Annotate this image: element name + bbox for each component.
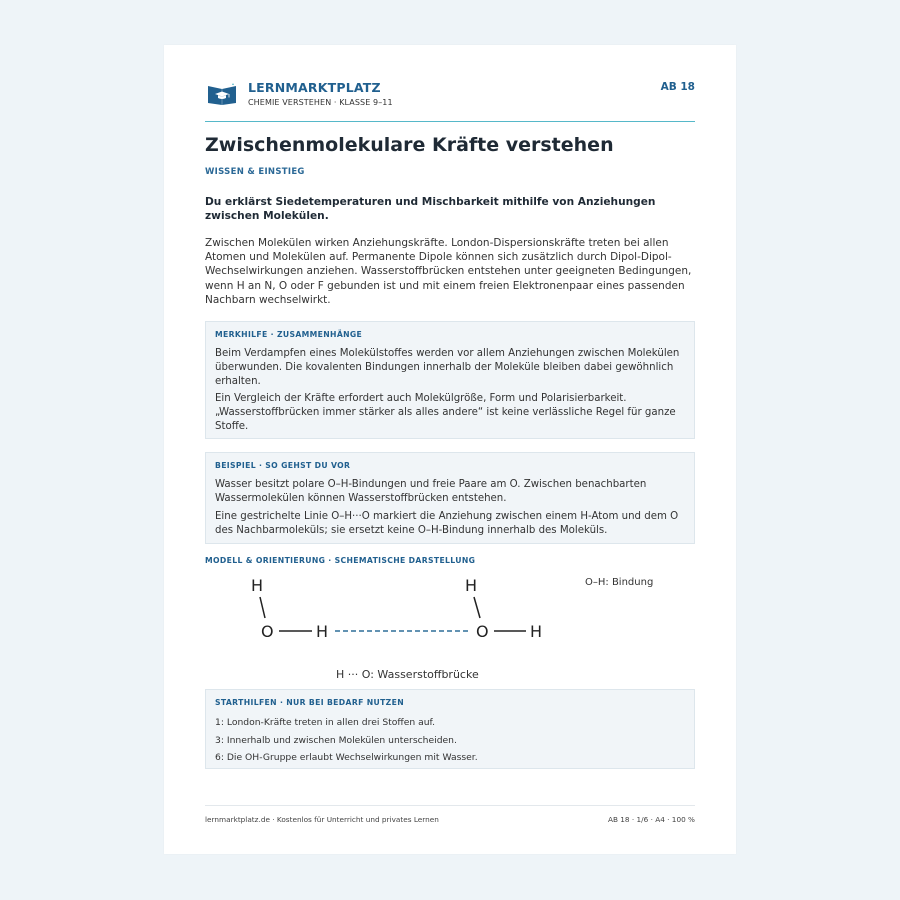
hydrogen-bond-diagram	[205, 570, 695, 688]
atom-o-left: O	[261, 622, 274, 641]
legend-bridge: H ··· O: Wasserstoffbrücke	[336, 668, 479, 681]
atom-h-top-left: H	[251, 576, 264, 595]
lead-text: Du erklärst Siedetemperaturen und Mischbarkeit mithilfe von Anziehungen zwischen Molekülen.	[205, 196, 656, 222]
beispiel-title: BEISPIEL · SO GEHST DU VOR	[215, 461, 351, 470]
header-divider	[205, 121, 695, 122]
bond-oh-top-right	[474, 597, 480, 618]
merkhilfe-paragraph-1: Beim Verdampfen eines Molekülstoffes werden vor allem Anziehungen zwischen Molekülen überwunden. Die kovalenten Bindungen innerhalb der Moleküle bleiben dabei gewöhnlich erhalten.	[215, 348, 680, 387]
merkhilfe-paragraph-2: Ein Vergleich der Kräfte erfordert auch Molekülgröße, Form und Polarisierbarkeit. „Wasserstoffbrücken immer stärker als alles andere“ ist keine verlässliche Regel für ganze Stoffe.	[215, 393, 676, 432]
atom-h-right: H	[530, 622, 543, 641]
hint-item: 3: Innerhalb und zwischen Molekülen unterscheiden.	[215, 735, 457, 746]
brand-subtitle: CHEMIE VERSTEHEN · KLASSE 9–11	[248, 98, 393, 107]
footer-source: lernmarktplatz.de · Kostenlos für Unterricht und privates Lernen	[205, 815, 439, 824]
beispiel-paragraph-1: Wasser besitzt polare O–H-Bindungen und freie Paare am O. Zwischen benachbarten Wassermolekülen können Wasserstoffbrücken entstehen.	[215, 479, 647, 504]
hint-item: 1: London-Kräfte treten in allen drei Stoffen auf.	[215, 717, 436, 728]
atom-h-top-right: H	[465, 576, 478, 595]
footer-page-info: AB 18 · 1/6 · A4 · 100 %	[607, 815, 695, 824]
merkhilfe-box	[205, 321, 695, 439]
beispiel-paragraph-2: Eine gestrichelte Linie O–H···O markiert die Anziehung zwischen einem H-Atom und dem O des Nachbarmoleküls; sie ersetzt keine O–H-Bindung innerhalb des Moleküls.	[215, 511, 679, 536]
header	[205, 79, 695, 123]
atom-h-mid: H	[316, 622, 329, 641]
hint-item: 6: Die OH-Gruppe erlaubt Wechselwirkungen mit Wasser.	[215, 752, 478, 763]
merkhilfe-title: MERKHILFE · ZUSAMMENHÄNGE	[215, 330, 363, 339]
page-title: Zwischenmolekulare Kräfte verstehen	[205, 134, 614, 156]
beispiel-box	[205, 452, 695, 544]
worksheet-page	[164, 45, 736, 854]
legend-bond: O–H: Bindung	[585, 577, 654, 588]
brand-name: LERNMARKTPLATZ	[248, 80, 381, 95]
bond-oh-top-left	[260, 597, 265, 618]
model-title: MODELL & ORIENTIERUNG · SCHEMATISCHE DARSTELLUNG	[205, 556, 476, 565]
footer-divider	[205, 805, 695, 806]
atom-o-right: O	[476, 622, 489, 641]
starthilfen-title: STARTHILFEN · NUR BEI BEDARF NUTZEN	[215, 698, 404, 707]
intro-paragraph: Zwischen Molekülen wirken Anziehungskräfte. London-Dispersionskräfte treten bei allen Atomen und Molekülen auf. Permanente Dipole können sich zusätzlich durch Dipol-Dipol-Wechselwirkungen anziehen. Wasserstoffbrücken entstehen unter geeigneten Bedingungen, wenn H an N, O oder F gebunden ist und mit einem freien Elektronenpaar eines passenden Nachbarn wechselwirkt.	[205, 237, 692, 306]
book-graduation-cap-icon	[207, 82, 237, 106]
starthilfen-box	[205, 689, 695, 769]
sheet-number: AB 18	[660, 81, 695, 93]
section-kicker: WISSEN & EINSTIEG	[205, 167, 305, 177]
